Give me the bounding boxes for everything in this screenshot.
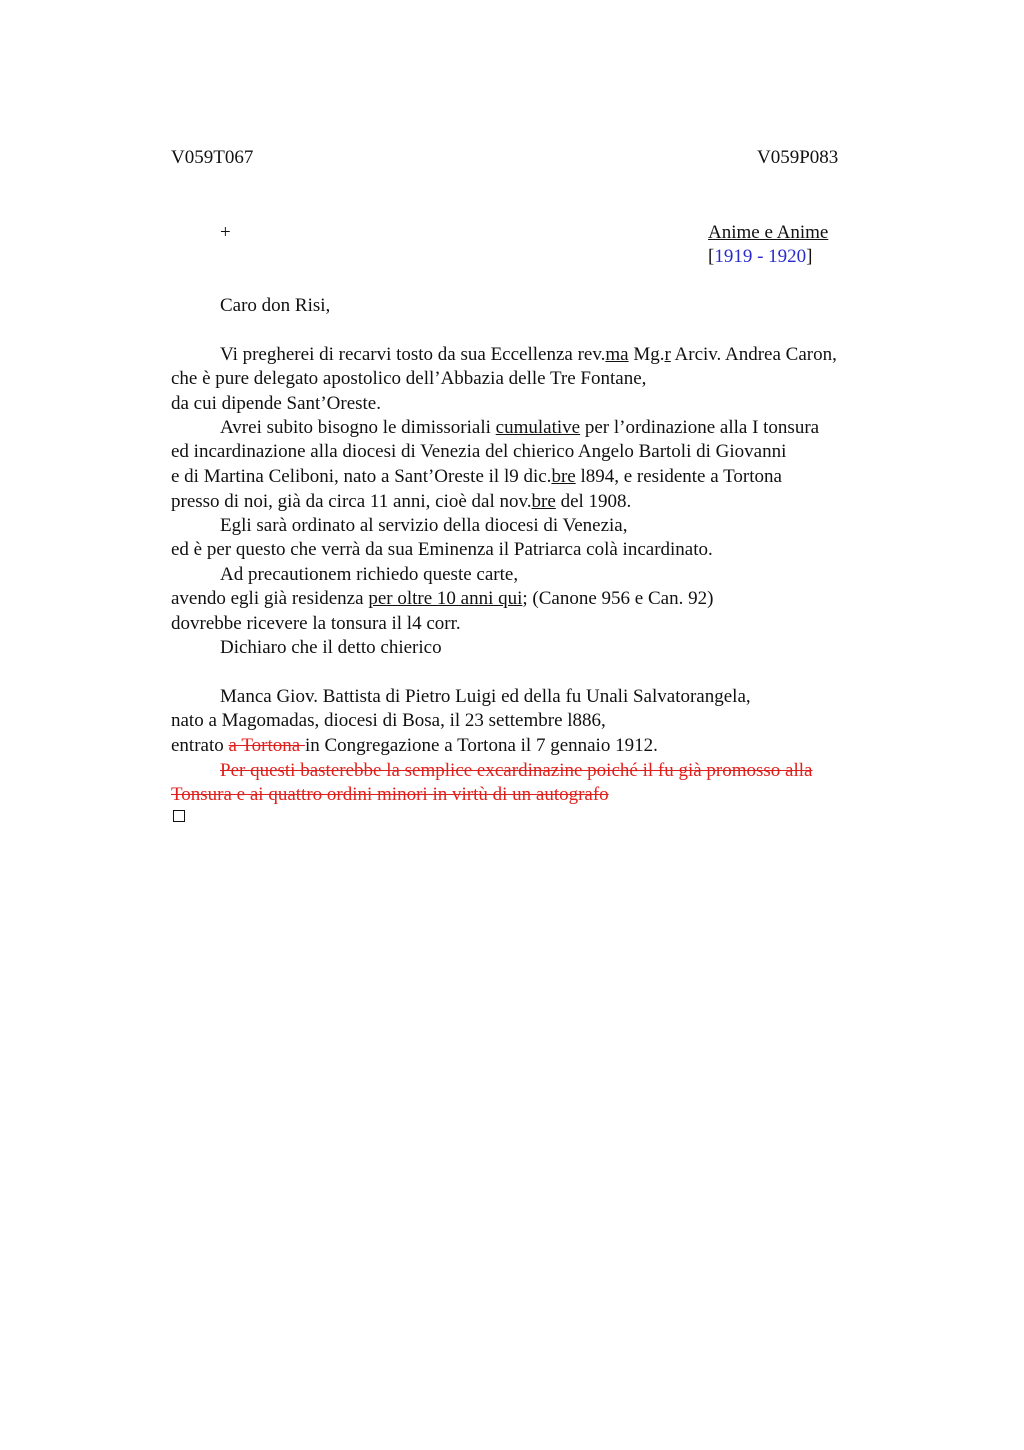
para2-line3 [171,465,782,489]
cross-symbol: + [220,222,231,243]
text-segment: Mg. [628,344,665,365]
text-segment: per l’ordinazione alla I tonsura [580,417,820,438]
text-segment-underlined: ma [605,344,629,365]
text-segment-underlined: bre [551,466,576,487]
text-segment: Avrei subito bisogno le dimissoriali [220,417,496,438]
para1-line2: che è pure delegato apostolico dell’Abbazia delle Tre Fontane, [171,368,647,389]
text-segment: presso di noi, già da circa 11 anni, cioè dal nov. [171,491,532,512]
date-years: 1919 - 1920 [714,246,807,267]
para3-line1: Egli sarà ordinato al servizio della diocesi di Venezia, [220,515,628,536]
struck-note-line1: Per questi basterebbe la semplice excardinazine poiché il fu già promosso alla [220,760,813,781]
text-segment-underlined: r [664,344,671,365]
text-segment: ; (Canone 956 e Can. 92) [522,588,714,609]
para2-line4 [171,490,631,514]
text-segment: del 1908. [555,491,632,512]
document-title: Anime e Anime [708,222,829,243]
text-segment-underlined: bre [531,491,556,512]
para6-line1: Manca Giov. Battista di Pietro Luigi ed della fu Unali Salvatorangela, [220,686,751,707]
para4-line2 [171,587,713,611]
bracket-close: ] [806,246,813,267]
para4-line1: Ad precautionem richiedo queste carte, [220,564,519,585]
para2-line1 [220,416,819,440]
text-segment: Vi pregherei di recarvi tosto da sua Eccellenza rev. [220,344,606,365]
struck-text: a Tortona [228,735,305,756]
para2-line2: ed incardinazione alla diocesi di Venezia del chierico Angelo Bartoli di Giovanni [171,441,787,462]
para1-line1 [220,343,837,367]
text-segment: l894, e residente a Tortona [575,466,782,487]
date-range [708,245,812,269]
end-marker-box [173,810,185,822]
text-segment: e di Martina Celiboni, nato a Sant’Oreste il l9 dic. [171,466,552,487]
para3-line2: ed è per questo che verrà da sua Eminenza il Patriarca colà incardinato. [171,539,713,560]
document-code-left: V059T067 [171,147,254,168]
text-segment-underlined: cumulative [495,417,581,438]
struck-note-line2: Tonsura e ai quattro ordini minori in virtù di un autografo [171,784,609,805]
bracket-open: [ [708,246,715,267]
para6-line2: nato a Magomadas, diocesi di Bosa, il 23 settembre l886, [171,710,606,731]
para6-line3 [171,734,658,758]
salutation: Caro don Risi, [220,295,331,316]
text-segment: avendo egli già residenza [171,588,369,609]
text-segment: Arciv. Andrea Caron, [670,344,837,365]
para4-line3: dovrebbe ricevere la tonsura il l4 corr. [171,613,461,634]
para1-line3: da cui dipende Sant’Oreste. [171,393,381,414]
text-segment: entrato [171,735,229,756]
text-segment-underlined: per oltre 10 anni qui [368,588,523,609]
text-segment: in Congregazione a Tortona il 7 gennaio 1912. [304,735,658,756]
document-code-right: V059P083 [757,147,839,168]
para5-line1: Dichiaro che il detto chierico [220,637,442,658]
